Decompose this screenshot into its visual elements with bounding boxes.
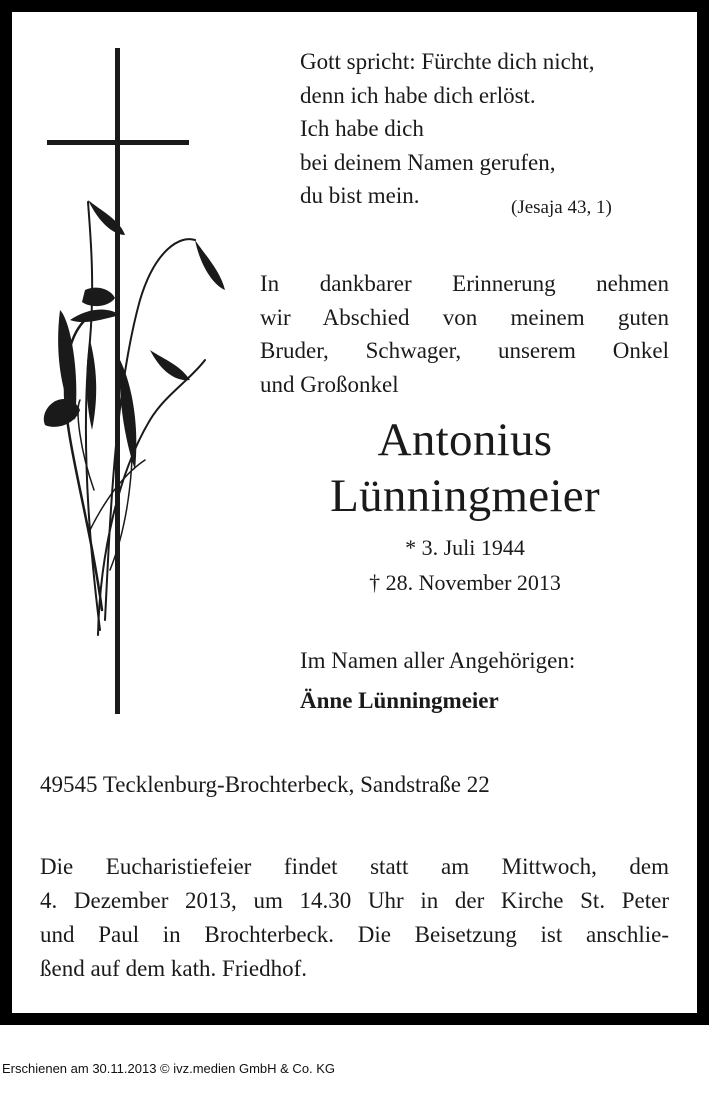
service-line: und Paul in Brochterbeck. Die Beisetzung ist anschlie- <box>40 922 669 947</box>
publication-footer: Erschienen am 30.11.2013 © ivz.medien GmbH & Co. KG <box>2 1061 336 1076</box>
intro-text <box>260 267 669 401</box>
intro-line: wir Abschied von meinem guten <box>260 304 669 330</box>
service-info <box>40 850 669 986</box>
verse-line: du bist mein. <box>300 183 420 208</box>
deceased-first-name: Antonius <box>377 414 553 466</box>
verse-line: Ich habe dich <box>300 116 424 141</box>
intro-line: und Großonkel <box>260 371 399 397</box>
cross-horizontal-beam <box>47 140 189 145</box>
verse-line: Gott spricht: Fürchte dich nicht, <box>300 49 595 74</box>
birth-date: * 3. Juli 1944 <box>405 535 525 560</box>
intro-line: Bruder, Schwager, unserem Onkel <box>260 338 669 363</box>
death-date: † 28. November 2013 <box>369 570 561 595</box>
intro-line: In dankbarer Erinnerung nehmen <box>260 271 669 296</box>
deceased-last-name: Lünningmeier <box>330 470 600 522</box>
bible-verse <box>300 45 690 213</box>
wheat-ears-illustration <box>30 190 240 650</box>
verse-reference: (Jesaja 43, 1) <box>511 197 612 218</box>
signer-name: Änne Lünningmeier <box>300 688 499 713</box>
verse-line: bei deinem Namen gerufen, <box>300 149 556 175</box>
verse-line: denn ich habe dich erlöst. <box>300 82 536 108</box>
service-line: 4. Dezember 2013, um 14.30 Uhr in der Kirche St. Peter <box>40 888 669 913</box>
address: 49545 Tecklenburg-Brochterbeck, Sandstraße 22 <box>40 772 490 797</box>
service-line: Die Eucharistiefeier findet statt am Mittwoch, dem <box>40 854 669 879</box>
service-line: ßend auf dem kath. Friedhof. <box>40 956 307 981</box>
on-behalf-text: Im Namen aller Angehörigen: <box>300 648 576 673</box>
